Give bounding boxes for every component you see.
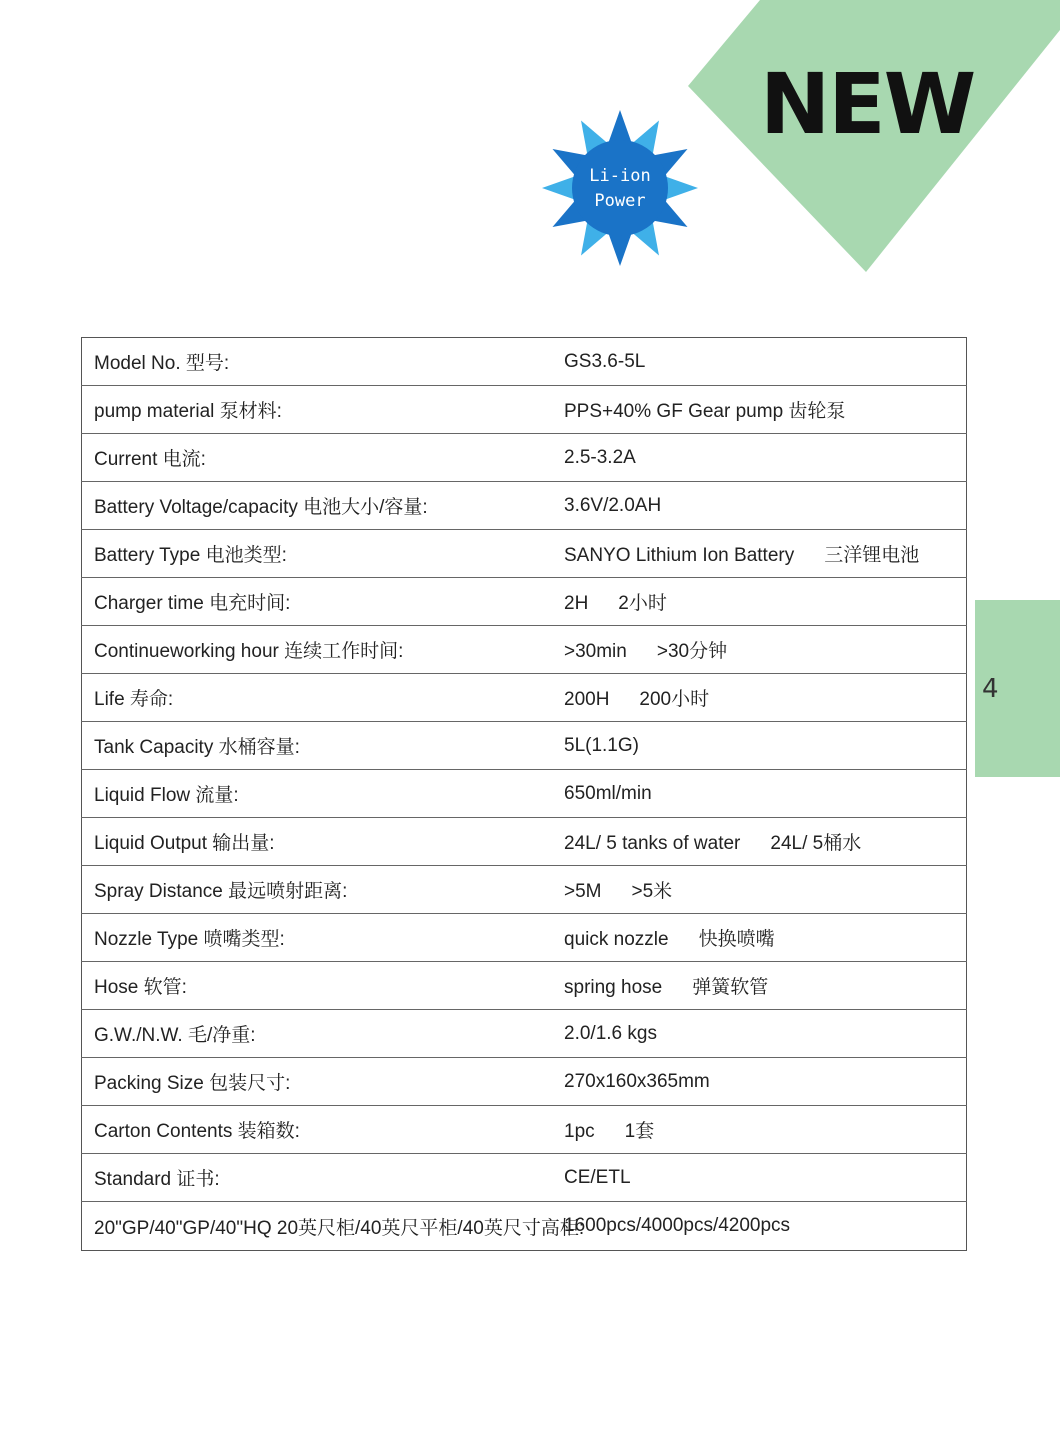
spec-row — [82, 1010, 967, 1058]
spec-value: >5M — [564, 881, 602, 902]
spec-value: 5L(1.1G) — [564, 734, 639, 756]
spec-value: 2.5-3.2A — [564, 446, 636, 468]
spec-value-cn: 三洋锂电池 — [824, 545, 920, 566]
spec-value: SANYO Lithium Ion Battery — [564, 545, 795, 566]
spec-value: 1pc — [564, 1121, 595, 1142]
spec-row — [82, 626, 967, 674]
spec-row — [82, 530, 967, 578]
spec-label: Carton Contents 装箱数: — [82, 1106, 555, 1154]
spec-row — [82, 722, 967, 770]
logo-text-line2: Power — [594, 191, 646, 211]
spec-value-cn: 1套 — [624, 1121, 655, 1142]
page-number: 4 — [982, 674, 999, 704]
spec-row — [82, 1106, 967, 1154]
spec-value-cell — [554, 962, 967, 1010]
spec-label: Nozzle Type 喷嘴类型: — [82, 914, 555, 962]
spec-value: 200H — [564, 689, 610, 710]
spec-value-cell — [554, 722, 967, 770]
spec-label: pump material 泵材料: — [82, 386, 555, 434]
star-core — [572, 140, 668, 236]
spec-value: spring hose — [564, 977, 663, 998]
new-badge: NEW — [760, 55, 975, 153]
spec-label: Model No. 型号: — [82, 338, 555, 386]
spec-row — [82, 482, 967, 530]
spec-value: 650ml/min — [564, 782, 652, 804]
spec-value-cell — [554, 818, 967, 866]
spec-value-cell — [554, 434, 967, 482]
spec-value: 3.6V/2.0AH — [564, 494, 662, 516]
spec-value-cn: 弹簧软管 — [692, 977, 769, 998]
spec-table — [81, 337, 967, 1251]
spec-label: G.W./N.W. 毛/净重: — [82, 1010, 555, 1058]
spec-label: Life 寿命: — [82, 674, 555, 722]
spec-row — [82, 914, 967, 962]
spec-label: Spray Distance 最远喷射距离: — [82, 866, 555, 914]
spec-row — [82, 818, 967, 866]
spec-value: 24L/ 5 tanks of water — [564, 833, 741, 854]
spec-value: PPS+40% GF Gear pump 齿轮泵 — [564, 401, 846, 422]
spec-value: 2.0/1.6 kgs — [564, 1022, 657, 1044]
spec-value-cell — [554, 1154, 967, 1202]
spec-label: Standard 证书: — [82, 1154, 555, 1202]
spec-row — [82, 1058, 967, 1106]
spec-value-cn: 200小时 — [639, 689, 710, 710]
spec-value-cell — [554, 1106, 967, 1154]
li-ion-power-logo — [540, 108, 700, 268]
spec-value-cn: 24L/ 5桶水 — [770, 833, 862, 854]
spec-value-cell — [554, 866, 967, 914]
spec-value-cell — [554, 1010, 967, 1058]
spec-label: Hose 软管: — [82, 962, 555, 1010]
spec-value: GS3.6-5L — [564, 350, 646, 372]
spec-value: 1600pcs/4000pcs/4200pcs — [564, 1215, 791, 1236]
spec-label: Liquid Output 输出量: — [82, 818, 555, 866]
spec-label: Battery Voltage/capacity 电池大小/容量: — [82, 482, 555, 530]
spec-row — [82, 770, 967, 818]
spec-label: Charger time 电充时间: — [82, 578, 555, 626]
spec-label: Continueworking hour 连续工作时间: — [82, 626, 555, 674]
spec-row — [82, 1202, 967, 1251]
spec-value-cell — [554, 770, 967, 818]
spec-row — [82, 1154, 967, 1202]
spec-row — [82, 578, 967, 626]
spec-row — [82, 962, 967, 1010]
logo-text-line1: Li-ion — [589, 166, 651, 186]
spec-label: Packing Size 包装尺寸: — [82, 1058, 555, 1106]
spec-value: CE/ETL — [564, 1166, 631, 1188]
spec-value-cell — [554, 914, 967, 962]
spec-label: Current 电流: — [82, 434, 555, 482]
spec-value-cn: >30分钟 — [656, 641, 728, 662]
spec-label: Tank Capacity 水桶容量: — [82, 722, 555, 770]
spec-row — [82, 434, 967, 482]
spec-value-cn: 快换喷嘴 — [698, 929, 775, 950]
spec-row — [82, 338, 967, 386]
spec-value-cell — [554, 626, 967, 674]
spec-value: quick nozzle — [564, 929, 669, 950]
spec-row — [82, 386, 967, 434]
spec-value-cell — [554, 386, 967, 434]
spec-value-cell — [554, 530, 967, 578]
spec-value-cell — [554, 482, 967, 530]
spec-label: Battery Type 电池类型: — [82, 530, 555, 578]
spec-value-cell — [554, 578, 967, 626]
spec-value-cell — [554, 338, 967, 386]
spec-value: 270x160x365mm — [564, 1070, 710, 1092]
spec-label: 20"GP/40"GP/40"HQ 20英尺柜/40英尺平柜/40英尺寸高柜: — [94, 1217, 585, 1239]
spec-row — [82, 866, 967, 914]
spec-value-cn: 2小时 — [618, 593, 667, 614]
spec-value-cell — [554, 1058, 967, 1106]
spec-value: >30min — [564, 641, 627, 662]
spec-value-cell — [554, 674, 967, 722]
spec-value: 2H — [564, 593, 589, 614]
spec-value-cn: >5米 — [631, 881, 673, 902]
spec-row — [82, 674, 967, 722]
spec-value-cell — [554, 1202, 967, 1251]
spec-label: Liquid Flow 流量: — [82, 770, 555, 818]
